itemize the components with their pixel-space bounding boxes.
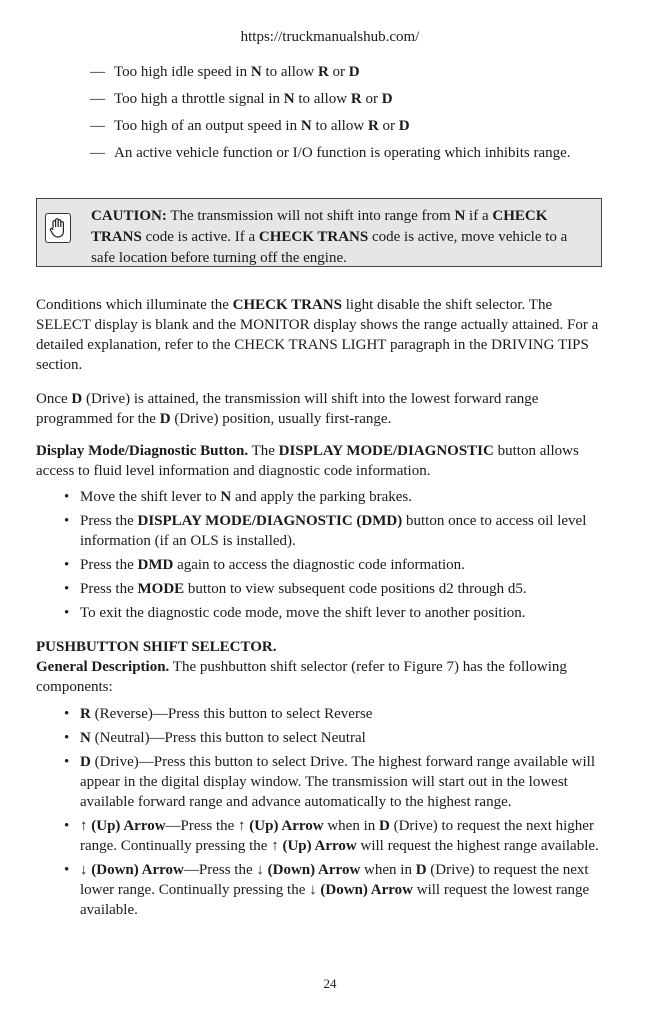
source-url[interactable]: https://truckmanualshub.com/ (240, 29, 420, 45)
list-item: • Press the DMD again to access the diagnostic code information. (64, 557, 465, 573)
list-item: • N (Neutral)—Press this button to select Neutral (64, 730, 366, 746)
list-item: • ↓ (Down) Arrow—Press the ↓ (Down) Arrow when in D (Drive) to request the next lower range. Continually pressing the ↓ (Down) Arrow will request the lowest range available. (64, 862, 590, 918)
hand-stop-icon (45, 213, 71, 243)
drive-paragraph: Once D (Drive) is attained, the transmission will shift into the lowest forward range programmed for the D (Drive) position, usually first-range. (36, 391, 539, 427)
dash-list-item: — Too high idle speed in N to allow R or D (90, 64, 360, 80)
list-item: • Move the shift lever to N and apply the parking brakes. (64, 489, 413, 505)
caution-box (36, 198, 602, 267)
display-mode-paragraph: Display Mode/Diagnostic Button. The DISPLAY MODE/DIAGNOSTIC button allows access to fluid level information and diagnostic code information. (36, 443, 579, 479)
general-description-paragraph: General Description. The pushbutton shift selector (refer to Figure 7) has the following components: (36, 659, 567, 695)
list-item: • ↑ (Up) Arrow—Press the ↑ (Up) Arrow when in D (Drive) to request the next higher range. Continually pressing the ↑ (Up) Arrow will request the highest range available. (64, 818, 599, 854)
list-item: • Press the DISPLAY MODE/DIAGNOSTIC (DMD) button once to access oil level information (if an OLS is installed). (64, 513, 587, 549)
list-item: • R (Reverse)—Press this button to select Reverse (64, 706, 373, 722)
list-item: • Press the MODE button to view subsequent code positions d2 through d5. (64, 581, 527, 597)
list-item: • To exit the diagnostic code mode, move the shift lever to another position. (64, 605, 526, 621)
dash-list-item: — Too high a throttle signal in N to allow R or D (90, 91, 393, 107)
section-heading: PUSHBUTTON SHIFT SELECTOR. (36, 639, 277, 655)
dash-list-item: — Too high of an output speed in N to allow R or D (90, 118, 410, 134)
list-item: • D (Drive)—Press this button to select Drive. The highest forward range available will appear in the digital display window. The transmission will start out in the lowest available forward range and advance automatically to the highest range. (64, 754, 596, 810)
check-trans-paragraph: Conditions which illuminate the CHECK TRANS light disable the shift selector. The SELECT display is blank and the MONITOR display shows the range actually attained. For a detailed explanation, refer to the CHECK TRANS LIGHT paragraph in the DRIVING TIPS section. (36, 297, 599, 373)
display-mode-steps (64, 487, 609, 627)
page-number: 24 (323, 976, 337, 991)
inhibit-conditions-list (90, 62, 610, 170)
dash-list-item: — An active vehicle function or I/O function is operating which inhibits range. (90, 145, 571, 161)
caution-text: CAUTION: The transmission will not shift into range from N if a CHECK TRANS code is active. If a CHECK TRANS code is active, move vehicle to a safe location before turning off the engine. (91, 208, 568, 266)
pushbutton-components-list (64, 704, 609, 924)
